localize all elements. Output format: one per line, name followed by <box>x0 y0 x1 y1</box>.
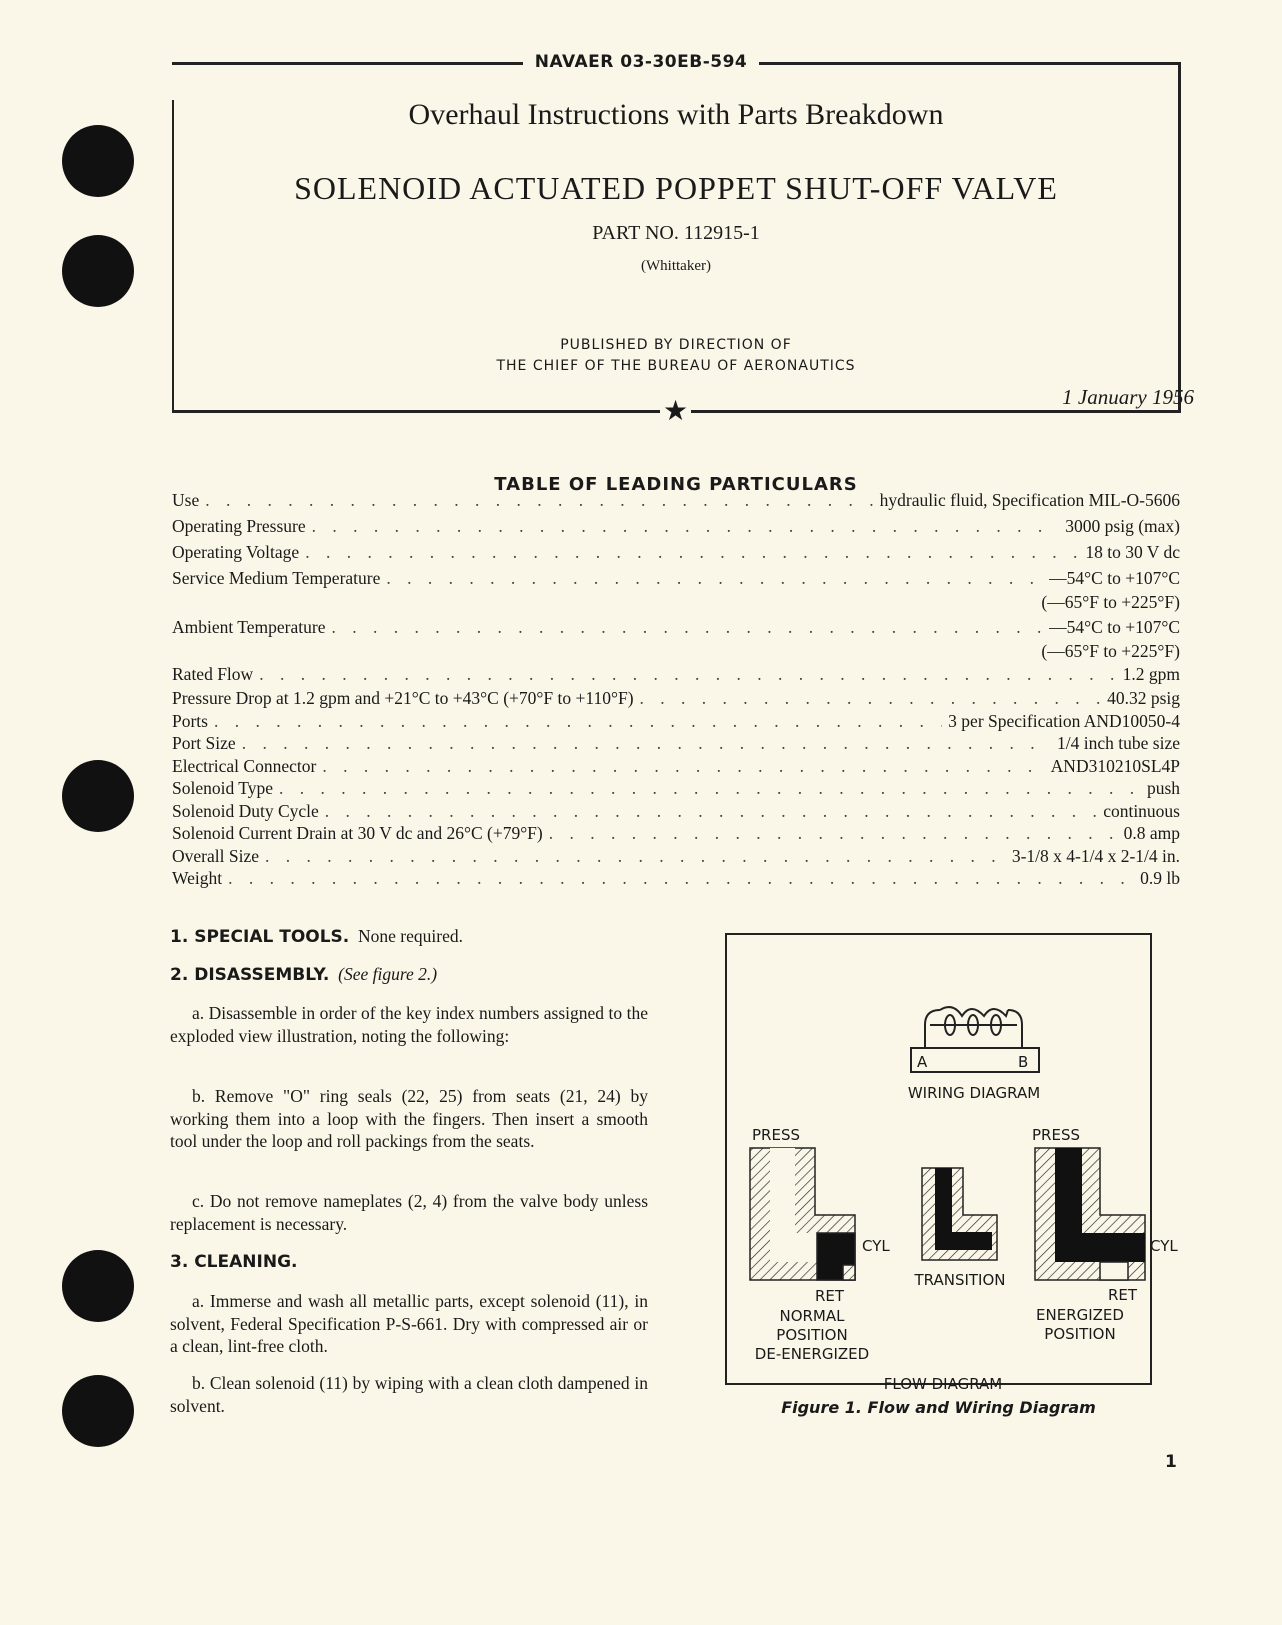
ret-label: RET <box>1108 1286 1138 1304</box>
paragraph: c. Do not remove nameplates (2, 4) from the valve body unless replacement is necessary. <box>170 1191 648 1234</box>
particular-label: Operating Pressure <box>172 516 306 536</box>
ret-label: RET <box>815 1287 845 1305</box>
series-title: Overhaul Instructions with Parts Breakdown <box>408 98 944 131</box>
particular-label: Use <box>172 490 200 510</box>
publication-date: 1 January 1956 <box>1062 385 1194 409</box>
published-line-2: THE CHIEF OF THE BUREAU OF AERONAUTICS <box>496 358 856 374</box>
section-heading: 3. CLEANING. <box>170 1252 298 1272</box>
energized-label: ENERGIZED <box>1036 1306 1124 1324</box>
particular-label: Overall Size <box>172 846 259 866</box>
particular-value: 40.32 psig <box>1107 688 1180 708</box>
particular-value: push <box>1146 778 1180 798</box>
paragraph: a. Immerse and wash all metallic parts, except solenoid (11), in solvent, Federal Specification P-S-661. Dry with compressed air or a clean, lint-free cloth. <box>170 1291 648 1356</box>
particular-label: Operating Voltage <box>172 542 300 562</box>
particular-value: hydraulic fluid, Specification MIL-O-5606 <box>879 490 1180 510</box>
particular-value: —54°C to +107°C <box>1049 568 1180 588</box>
published-line-1: PUBLISHED BY DIRECTION OF <box>560 337 792 353</box>
particular-label: Solenoid Duty Cycle <box>172 801 319 821</box>
section-heading: 1. SPECIAL TOOLS. <box>170 927 350 947</box>
position-label: POSITION <box>776 1326 848 1344</box>
particulars-heading: TABLE OF LEADING PARTICULARS <box>494 474 858 495</box>
particular-label: Ports <box>172 711 208 731</box>
terminal-b-label: B <box>1018 1053 1029 1071</box>
particular-value: —54°C to +107°C <box>1049 617 1180 637</box>
particular-label: Solenoid Current Drain at 30 V dc and 26°C (+79°F) <box>172 823 543 843</box>
section-heading: 2. DISASSEMBLY. <box>170 965 330 985</box>
particular-value-secondary: (—65°F to +225°F) <box>1041 641 1180 661</box>
particular-value: 3-1/8 x 4-1/4 x 2-1/4 in. <box>1011 846 1180 866</box>
part-number: PART NO. 112915-1 <box>592 222 760 244</box>
position-label: POSITION <box>1044 1325 1116 1343</box>
star-icon: ★ <box>660 398 691 426</box>
press-label: PRESS <box>752 1126 800 1144</box>
figure-caption: Figure 1. Flow and Wiring Diagram <box>781 1398 1096 1417</box>
terminal-a-label: A <box>917 1053 928 1071</box>
particular-label: Service Medium Temperature <box>172 568 381 588</box>
paragraph: a. Disassemble in order of the key index numbers assigned to the exploded view illustration, noting the following: <box>170 1003 648 1046</box>
figure-reference: (See figure 2.) <box>338 964 438 984</box>
particular-value: 0.9 lb <box>1140 868 1180 888</box>
particular-label: Weight <box>172 868 223 888</box>
wiring-diagram-label: WIRING DIAGRAM <box>907 1084 1041 1102</box>
particular-value: 1.2 gpm <box>1122 664 1180 684</box>
particular-value: 3000 psig (max) <box>1065 516 1180 536</box>
press-label: PRESS <box>1032 1126 1080 1144</box>
particular-value-secondary: (—65°F to +225°F) <box>1041 592 1180 612</box>
particular-value: 1/4 inch tube size <box>1057 733 1180 753</box>
particular-value: AND310210SL4P <box>1050 756 1180 776</box>
de-energized-label: DE-ENERGIZED <box>754 1345 870 1363</box>
particular-label: Port Size <box>172 733 236 753</box>
particular-label: Electrical Connector <box>172 756 317 776</box>
page-number: 1 <box>1165 1452 1177 1472</box>
cyl-label: CYL <box>1150 1237 1178 1255</box>
particular-label: Ambient Temperature <box>172 617 326 637</box>
transition-label: TRANSITION <box>914 1271 1006 1289</box>
particular-value: 3 per Specification AND10050-4 <box>948 711 1180 731</box>
section-text: None required. <box>358 926 463 946</box>
valve-energized-position-icon <box>1035 1148 1145 1280</box>
normal-label: NORMAL <box>779 1307 845 1325</box>
document-number-text: NAVAER 03-30EB-594 <box>523 52 760 72</box>
paragraph: b. Remove "O" ring seals (22, 25) from seats (21, 24) by working them into a loop with the fingers. Then insert a smooth tool under the loop and roll packings from the seats. <box>170 1086 648 1151</box>
solenoid-coil-icon <box>925 1007 1022 1048</box>
particular-label: Solenoid Type <box>172 778 274 798</box>
particular-label: Pressure Drop at 1.2 gpm and +21°C to +43°C (+70°F to +110°F) <box>172 688 634 708</box>
particular-label: Rated Flow <box>172 664 254 684</box>
paragraph: b. Clean solenoid (11) by wiping with a clean cloth dampened in solvent. <box>170 1373 648 1416</box>
valve-normal-position-icon <box>750 1148 855 1280</box>
particular-value: 18 to 30 V dc <box>1085 542 1180 562</box>
cyl-label: CYL <box>862 1237 890 1255</box>
flow-diagram-label: FLOW DIAGRAM <box>883 1375 1003 1393</box>
particular-value: 0.8 amp <box>1123 823 1180 843</box>
valve-transition-icon <box>922 1168 997 1260</box>
manufacturer: (Whittaker) <box>641 258 711 274</box>
particular-value: continuous <box>1103 801 1180 821</box>
main-title: SOLENOID ACTUATED POPPET SHUT-OFF VALVE <box>294 170 1058 206</box>
